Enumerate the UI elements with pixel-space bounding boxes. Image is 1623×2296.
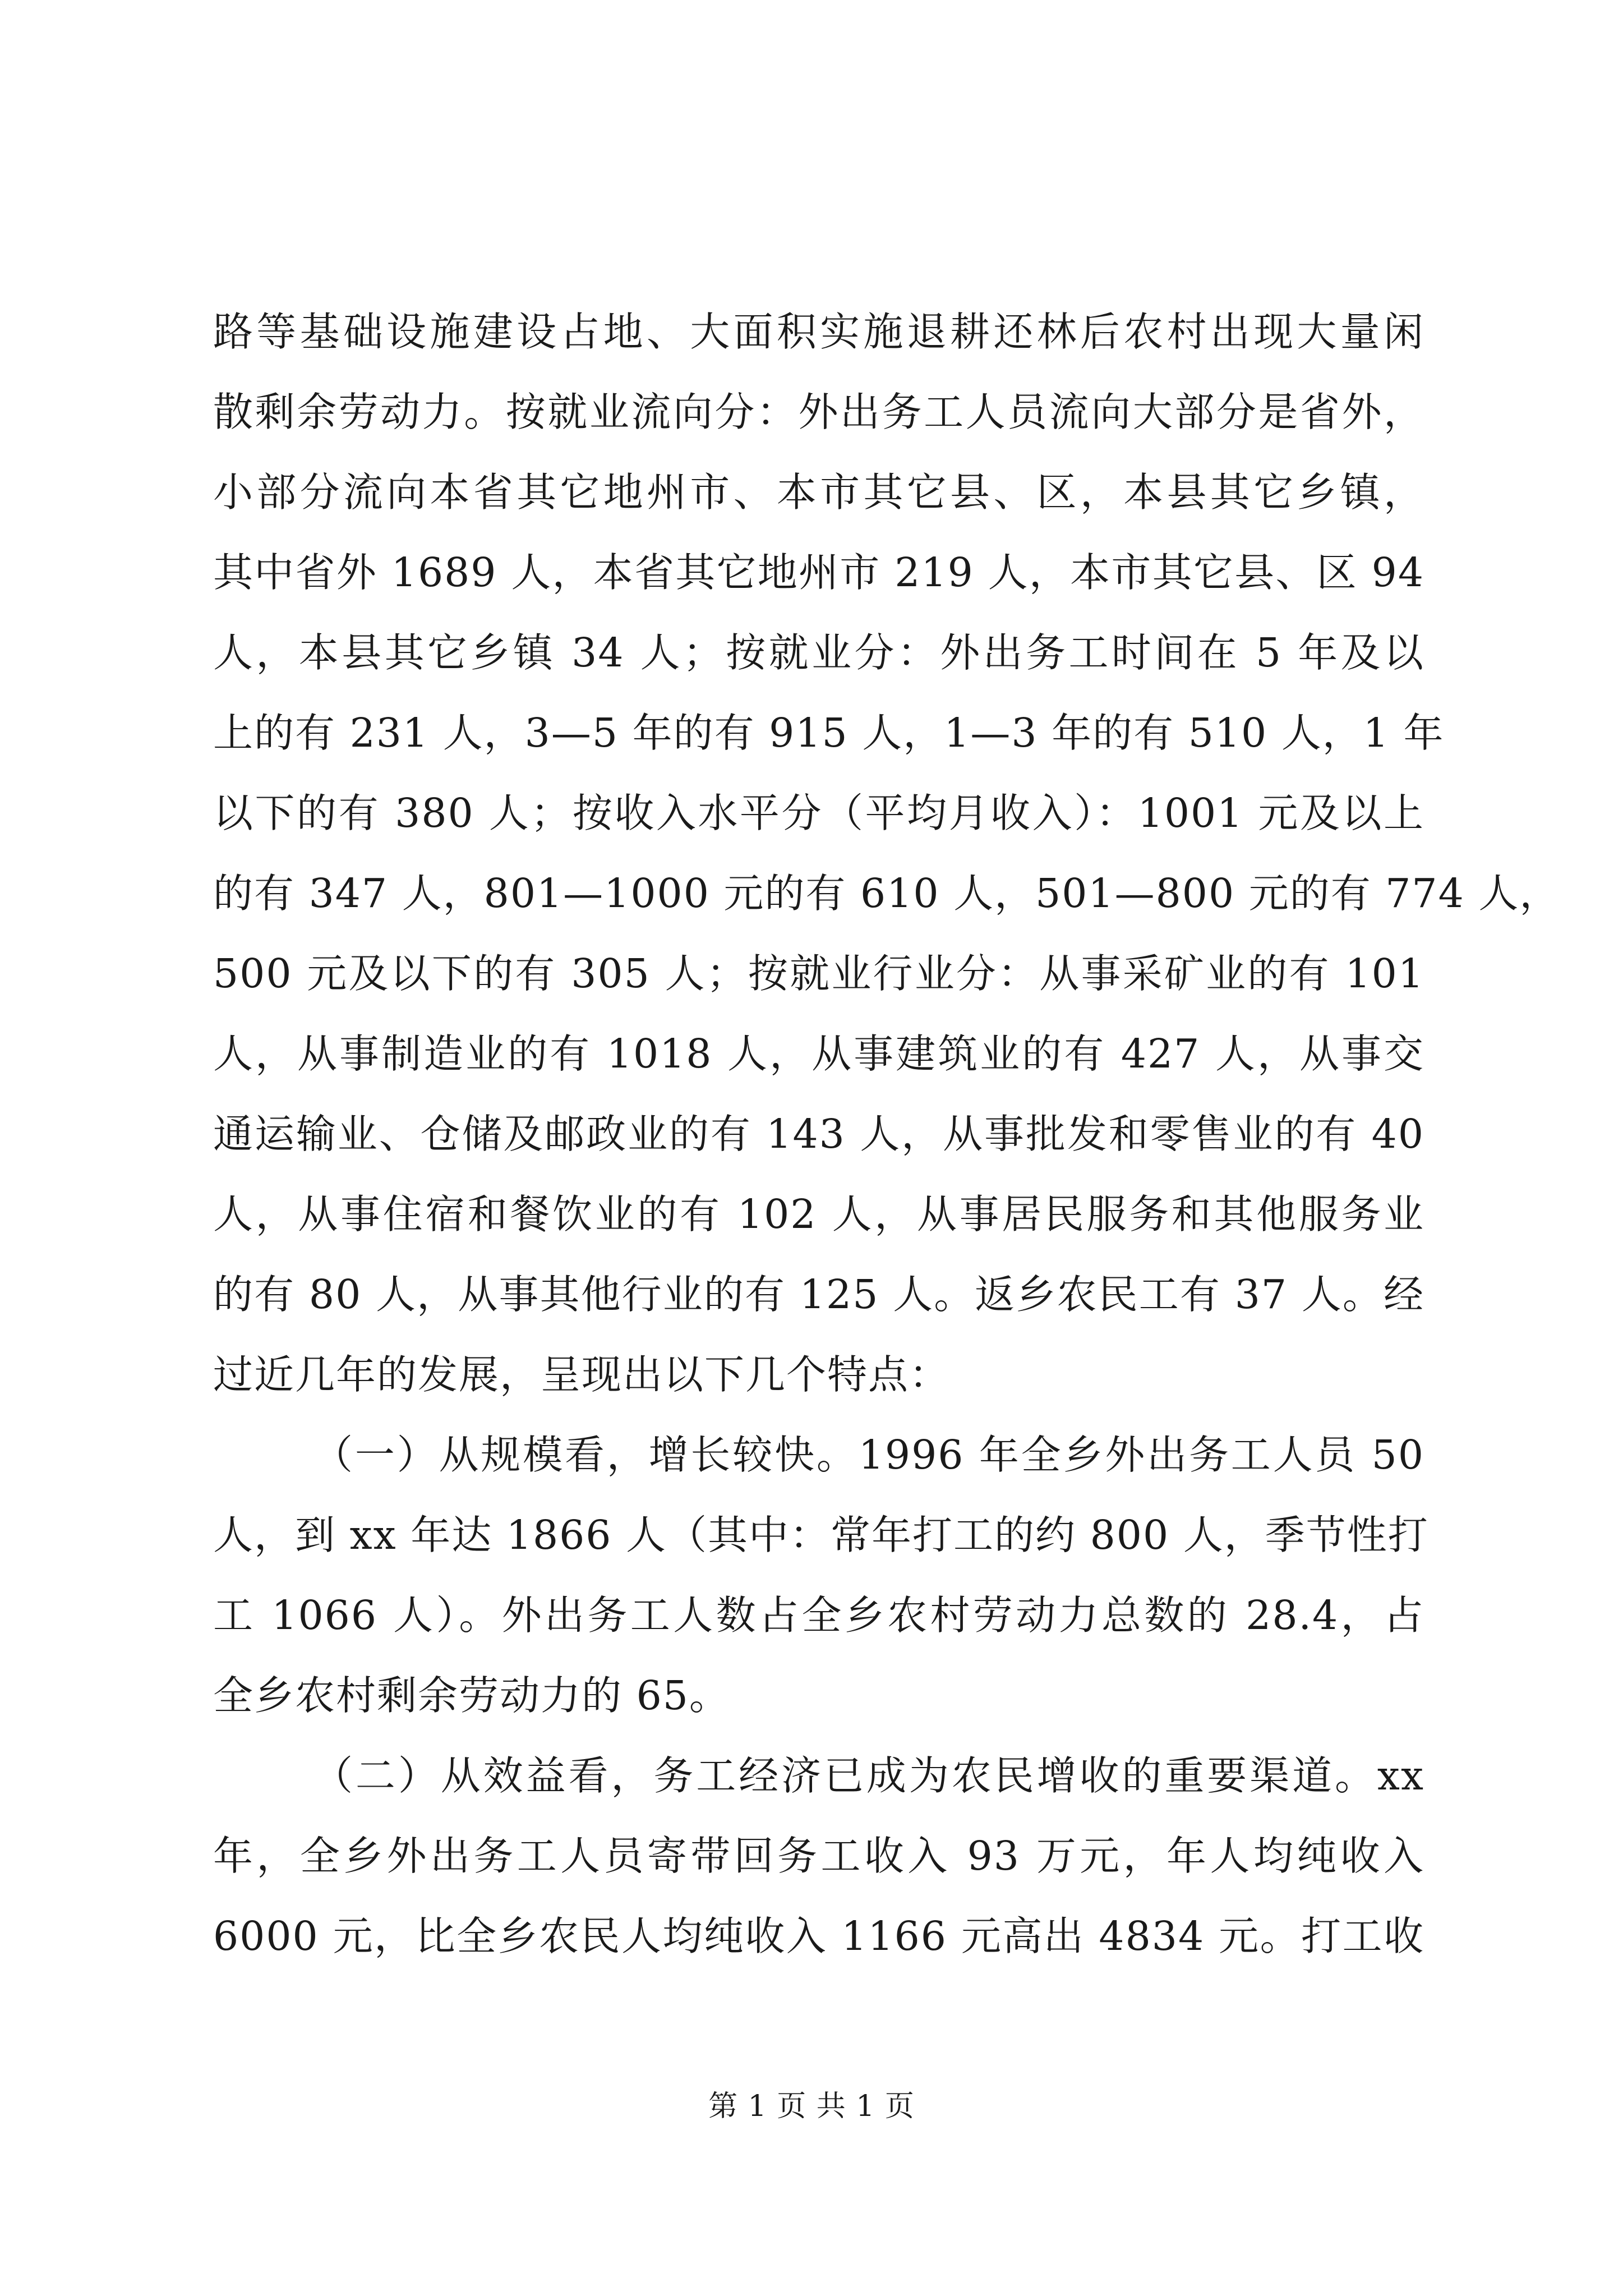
text-line: 小部分流向本省其它地州市、本市其它县、区，本县其它乡镇， <box>213 469 1424 516</box>
text-line: 以下的有 380 人；按收入水平分（平均月收入）：1001 元及以上 <box>213 790 1424 836</box>
paragraph-first-line: （二）从效益看，务工经济已成为农民增收的重要渠道。xx <box>313 1752 1424 1799</box>
text-line: 过近几年的发展，呈现出以下几个特点： <box>213 1351 951 1398</box>
text-line: 路等基础设施建设占地、大面积实施退耕还林后农村出现大量闲 <box>213 309 1424 355</box>
text-line: 人，从事住宿和餐饮业的有 102 人，从事居民服务和其他服务业 <box>213 1191 1424 1237</box>
text-line: 500 元及以下的有 305 人；按就业行业分：从事采矿业的有 101 <box>213 950 1424 997</box>
text-line: 通运输业、仓储及邮政业的有 143 人，从事批发和零售业的有 40 <box>213 1111 1424 1157</box>
text-line: 人，本县其它乡镇 34 人；按就业分：外出务工时间在 5 年及以 <box>213 629 1424 676</box>
text-line: 年，全乡外出务工人员寄带回务工收入 93 万元，年人均纯收入 <box>213 1833 1424 1879</box>
text-line: 全乡农村剩余劳动力的 65。 <box>213 1672 730 1719</box>
text-line: 散剩余劳动力。按就业流向分：外出务工人员流向大部分是省外， <box>213 389 1424 435</box>
text-line: 的有 347 人，801—1000 元的有 610 人，501—800 元的有 774 人， <box>213 870 1561 917</box>
text-line: 工 1066 人）。外出务工人数占全乡农村劳动力总数的 28.4，占 <box>213 1592 1424 1639</box>
text-line: 上的有 231 人，3—5 年的有 915 人，1—3 年的有 510 人，1 年 <box>213 710 1445 756</box>
page-footer <box>0 2087 1623 2126</box>
text-line: 的有 80 人，从事其他行业的有 125 人。返乡农民工有 37 人。经 <box>213 1271 1424 1318</box>
paragraph-first-line: （一）从规模看，增长较快。1996 年全乡外出务工人员 50 <box>313 1432 1424 1478</box>
body-text <box>213 292 1561 1976</box>
page-number-label: 第 1 页 共 1 页 <box>708 2090 915 2123</box>
text-line: 其中省外 1689 人，本省其它地州市 219 人，本市其它县、区 94 <box>213 549 1424 596</box>
text-line: 人，到 xx 年达 1866 人（其中：常年打工的约 800 人，季节性打 <box>213 1512 1429 1558</box>
text-line: 6000 元，比全乡农民人均纯收入 1166 元高出 4834 元。打工收 <box>213 1913 1424 1959</box>
text-line: 人，从事制造业的有 1018 人，从事建筑业的有 427 人，从事交 <box>213 1030 1424 1077</box>
